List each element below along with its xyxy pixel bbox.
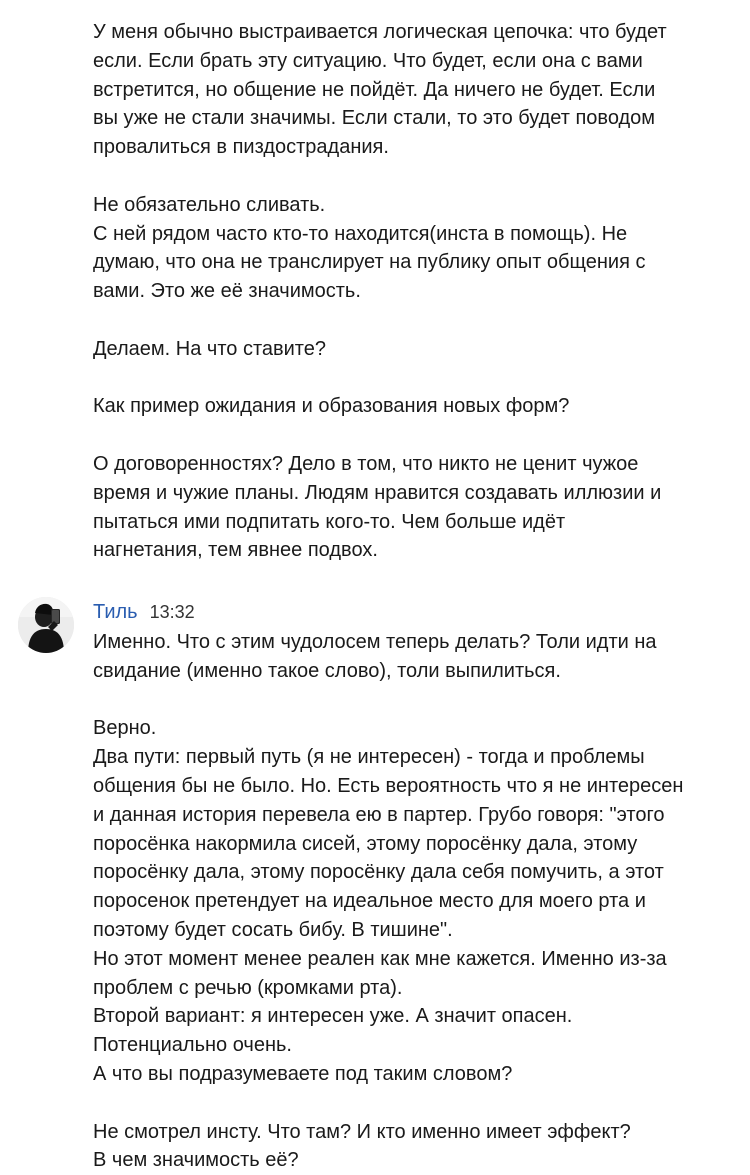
message-line-blank [93,686,733,715]
message-line: Второй вариант: я интересен уже. А значит опасен. [93,1005,573,1028]
message-line: время и чужие планы. Людям нравится создавать иллюзии и [93,481,662,504]
message-line-blank [93,1089,733,1118]
message-line: и данная история перевела ею в партер. Грубо говоря: "этого [93,803,665,826]
message-group-til [93,596,733,1175]
message-header [93,596,733,628]
message-timestamp: 13:32 [149,601,195,622]
message-line: поэтому будет сосать бибу. В тишине". [93,918,453,941]
user-avatar-photo-icon [18,597,74,653]
message-text [93,18,733,565]
message-line: встретится, но общение не пойдёт. Да ничего не будет. Если [93,78,656,101]
message-group-previous [93,18,733,565]
message-line: Не смотрел инсту. Что там? И кто именно имеет эффект? [93,1120,631,1143]
message-line: У меня обычно выстраивается логическая цепочка: что будет [93,21,667,43]
message-line: Именно. Что с этим чудолосем теперь делать? Толи идти на [93,631,657,653]
message-line: Не обязательно сливать. [93,193,326,216]
message-line: Как пример ожидания и образования новых форм? [93,395,570,418]
message-line-blank [93,306,733,335]
message-line: думаю, что она не транслирует на публику опыт общения с [93,251,646,274]
message-line: провалиться в пиздострадания. [93,136,389,159]
message-line: поросенок претендует на идеальное место для моего рта и [93,890,646,913]
message-line: Делаем. На что ставите? [93,337,326,360]
message-line: нагнетания, тем явнее подвох. [93,539,378,562]
message-line-blank [93,364,733,393]
message-line: С ней рядом часто кто-то находится(инста в помощь). Не [93,222,628,245]
message-line: вы уже не стали значимы. Если стали, то это будет поводом [93,107,656,130]
message-line: вами. Это же её значимость. [93,280,361,303]
author-name[interactable]: Тиль [93,600,138,623]
message-line: Верно. [93,717,157,740]
message-line: общения бы не было. Но. Есть вероятность что я не интересен [93,774,684,797]
message-line: свидание (именно такое слово), толи выпилиться. [93,659,561,682]
user-avatar[interactable] [18,597,74,653]
message-line: если. Если брать эту ситуацию. Что будет, если она с вами [93,49,643,72]
message-line-blank [93,162,733,191]
message-line: А что вы подразумеваете под таким словом? [93,1062,513,1085]
message-line: поросёнку дала, этому поросёнку дала себя помучить, а этот [93,861,664,884]
message-text [93,628,733,1175]
message-line: проблем с речью (кромками рта). [93,976,403,999]
message-line: Два пути: первый путь (я не интересен) - тогда и проблемы [93,746,645,769]
message-line: О договоренностях? Дело в том, что никто не ценит чужое [93,452,639,475]
message-line: В чем значимость её? [93,1149,299,1172]
message-line: Потенциально очень. [93,1034,292,1057]
message-line: поросёнка накормила сисей, этому поросёнку дала, этому [93,832,638,855]
message-line-blank [93,421,733,450]
message-line: Но этот момент менее реален как мне кажется. Именно из-за [93,947,667,970]
message-line: пытаться ими подпитать кого-то. Чем больше идёт [93,510,566,533]
